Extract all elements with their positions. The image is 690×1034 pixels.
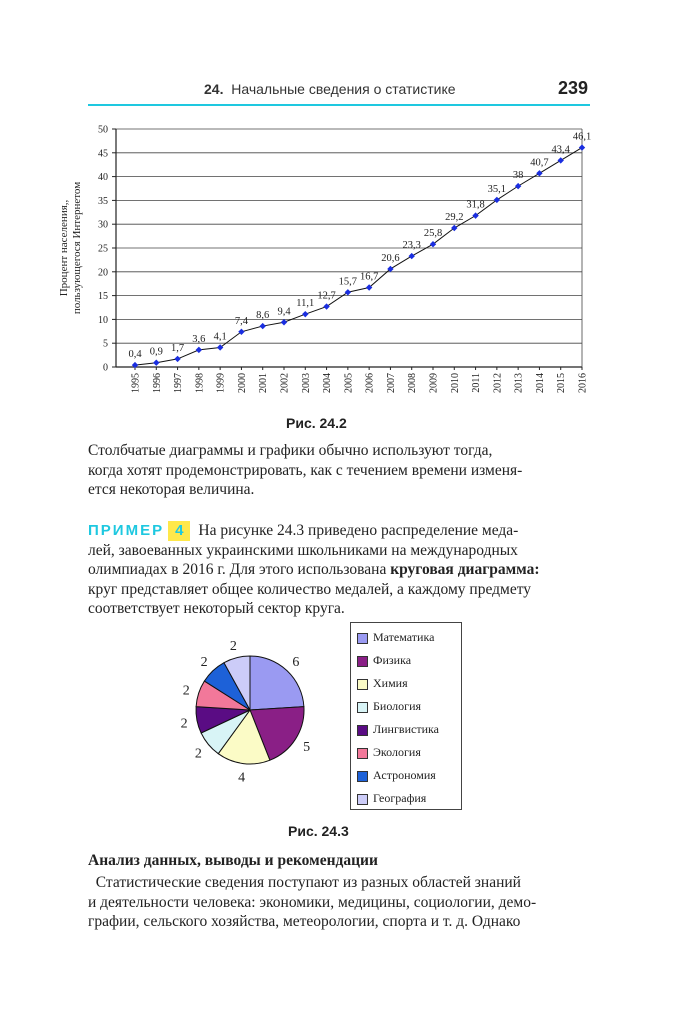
y-tick-label: 5 <box>103 338 108 350</box>
legend-label: Биология <box>373 699 422 713</box>
y-tick-label: 15 <box>98 291 108 303</box>
legend-label: Химия <box>373 676 408 690</box>
y-axis-title: Процент населения,, <box>58 199 70 297</box>
x-tick-label: 1996 <box>151 373 163 393</box>
data-label: 16,7 <box>359 271 379 283</box>
slice-label: 5 <box>303 739 311 755</box>
example-label: ПРИМЕР <box>88 522 165 539</box>
data-label: 25,8 <box>423 228 443 240</box>
data-point <box>302 311 308 317</box>
data-point <box>579 144 585 150</box>
x-tick-label: 2011 <box>471 373 483 393</box>
y-tick-label: 10 <box>98 314 108 326</box>
data-label: 3,6 <box>192 333 206 345</box>
example-number: 4 <box>168 521 190 541</box>
legend-swatch <box>357 679 368 690</box>
text-line <box>88 560 590 580</box>
data-label: 0,4 <box>128 349 142 361</box>
legend-swatch <box>357 725 368 736</box>
x-tick-label: 2000 <box>236 373 248 393</box>
data-label: 9,4 <box>277 306 291 318</box>
header-rule <box>88 104 590 106</box>
page-header <box>88 76 590 106</box>
y-axis-title: пользующегося Интернетом <box>71 181 83 315</box>
data-point <box>281 319 287 325</box>
slice-label: 2 <box>194 746 202 762</box>
data-point <box>323 303 329 309</box>
legend-label: Математика <box>373 630 435 644</box>
text-line: и деятельности человека: экономики, медицины, социологии, демо- <box>88 893 537 911</box>
y-tick-label: 40 <box>98 172 108 184</box>
data-label: 43,4 <box>551 144 570 156</box>
data-label: 1,7 <box>171 342 185 354</box>
figure-caption-1: Рис. 24.2 <box>286 415 347 431</box>
data-label: 12,7 <box>317 290 336 302</box>
data-point <box>558 157 564 163</box>
x-tick-label: 2002 <box>279 373 291 393</box>
y-tick-label: 30 <box>98 219 108 231</box>
pie-chart <box>160 620 330 790</box>
bold-term: круговая диаграмма: <box>390 561 540 578</box>
legend-label: Экология <box>373 745 421 759</box>
x-tick-label: 1997 <box>173 373 185 393</box>
data-label: 38 <box>512 170 524 182</box>
data-label: 29,2 <box>445 212 464 224</box>
legend-swatch <box>357 702 368 713</box>
x-tick-label: 2005 <box>343 373 355 393</box>
paragraph-1 <box>88 441 590 500</box>
slice-label: 4 <box>238 770 246 786</box>
x-tick-label: 2016 <box>577 373 589 393</box>
data-point <box>409 253 415 259</box>
example-paragraph <box>88 521 590 619</box>
y-tick-label: 20 <box>98 267 108 279</box>
text-line: ется некоторая величина. <box>88 481 255 498</box>
x-tick-label: 2008 <box>407 373 419 393</box>
y-tick-label: 35 <box>98 195 108 207</box>
x-tick-label: 1995 <box>130 373 142 393</box>
data-point <box>153 360 159 366</box>
page-number: 239 <box>557 78 588 98</box>
text-line: круг представляет общее количество медалей, а каждому предмету <box>88 580 532 598</box>
data-label: 23,3 <box>402 240 421 252</box>
data-label: 7,4 <box>234 315 248 327</box>
x-tick-label: 2015 <box>556 373 568 393</box>
section-paragraph <box>88 873 590 932</box>
chapter-number: 24. <box>204 81 224 97</box>
x-tick-label: 2012 <box>492 373 504 393</box>
legend-swatch <box>357 656 368 667</box>
x-tick-label: 2003 <box>300 373 312 393</box>
legend-swatch <box>357 633 368 644</box>
slice-label: 2 <box>180 716 188 732</box>
text-fragment: олимпиадах в 2016 г. Для этого использована <box>88 561 391 578</box>
data-label: 31,8 <box>466 199 485 211</box>
slice-label: 6 <box>292 655 300 671</box>
y-tick-label: 50 <box>98 124 108 136</box>
y-tick-label: 25 <box>98 243 108 255</box>
text-line: На рисунке 24.3 приведено распределение меда- <box>198 522 519 539</box>
legend-label: Лингвистика <box>373 722 439 736</box>
example-first-line <box>88 521 590 541</box>
x-tick-label: 2013 <box>513 373 525 393</box>
data-label: 35,1 <box>487 183 507 195</box>
data-label: 40,7 <box>530 157 549 169</box>
slice-label: 2 <box>200 655 208 671</box>
legend-label: Физика <box>373 653 412 667</box>
text-line: когда хотят продемонстрировать, как с течением времени изменя- <box>88 461 523 479</box>
slice-label: 2 <box>182 683 190 699</box>
x-tick-label: 2001 <box>258 373 270 393</box>
legend-swatch <box>357 771 368 782</box>
data-label: 15,7 <box>338 276 358 288</box>
figure-caption-2: Рис. 24.3 <box>288 823 349 839</box>
data-point <box>345 289 351 295</box>
x-tick-label: 2004 <box>322 373 334 393</box>
legend-swatch <box>357 748 368 759</box>
y-tick-label: 45 <box>98 148 108 160</box>
text-line: графии, сельского хозяйства, метеорологии, спорта и т. д. Однако <box>88 913 521 930</box>
x-tick-label: 2014 <box>534 373 546 393</box>
data-point <box>515 183 521 189</box>
data-label: 11,1 <box>296 298 315 310</box>
y-tick-label: 0 <box>103 362 108 374</box>
legend-label: География <box>373 791 427 805</box>
slice-label: 2 <box>229 639 237 655</box>
section-heading: Анализ данных, выводы и рекомендации <box>88 852 378 869</box>
text-line: Столбчатые диаграммы и графики обычно используют тогда, <box>88 442 493 459</box>
text-fragment: Статистические сведения поступают из разных областей знаний <box>95 874 521 891</box>
legend-swatch <box>357 794 368 805</box>
data-point <box>196 347 202 353</box>
x-tick-label: 2006 <box>364 373 376 393</box>
data-label: 46,1 <box>572 131 592 143</box>
data-label: 0,9 <box>149 346 163 358</box>
text-line: соответствует некоторый сектор круга. <box>88 600 345 617</box>
text-line <box>88 873 590 893</box>
data-point <box>174 356 180 362</box>
x-tick-label: 2010 <box>449 373 461 393</box>
chapter-title-text: Начальные сведения о статистике <box>231 81 456 97</box>
data-point <box>260 323 266 329</box>
pie-legend <box>350 622 462 810</box>
data-point <box>536 170 542 176</box>
x-tick-label: 2009 <box>428 373 440 393</box>
data-label: 4,1 <box>213 331 227 343</box>
line-chart <box>50 116 600 408</box>
x-tick-label: 2007 <box>385 373 397 393</box>
x-tick-label: 1998 <box>194 373 206 393</box>
data-label: 8,6 <box>256 310 270 322</box>
chapter-title <box>204 81 456 97</box>
x-tick-label: 1999 <box>215 373 227 393</box>
text-line: лей, завоеванных украинскими школьниками на международных <box>88 541 518 559</box>
legend-label: Астрономия <box>373 768 436 782</box>
data-label: 20,6 <box>381 252 400 264</box>
